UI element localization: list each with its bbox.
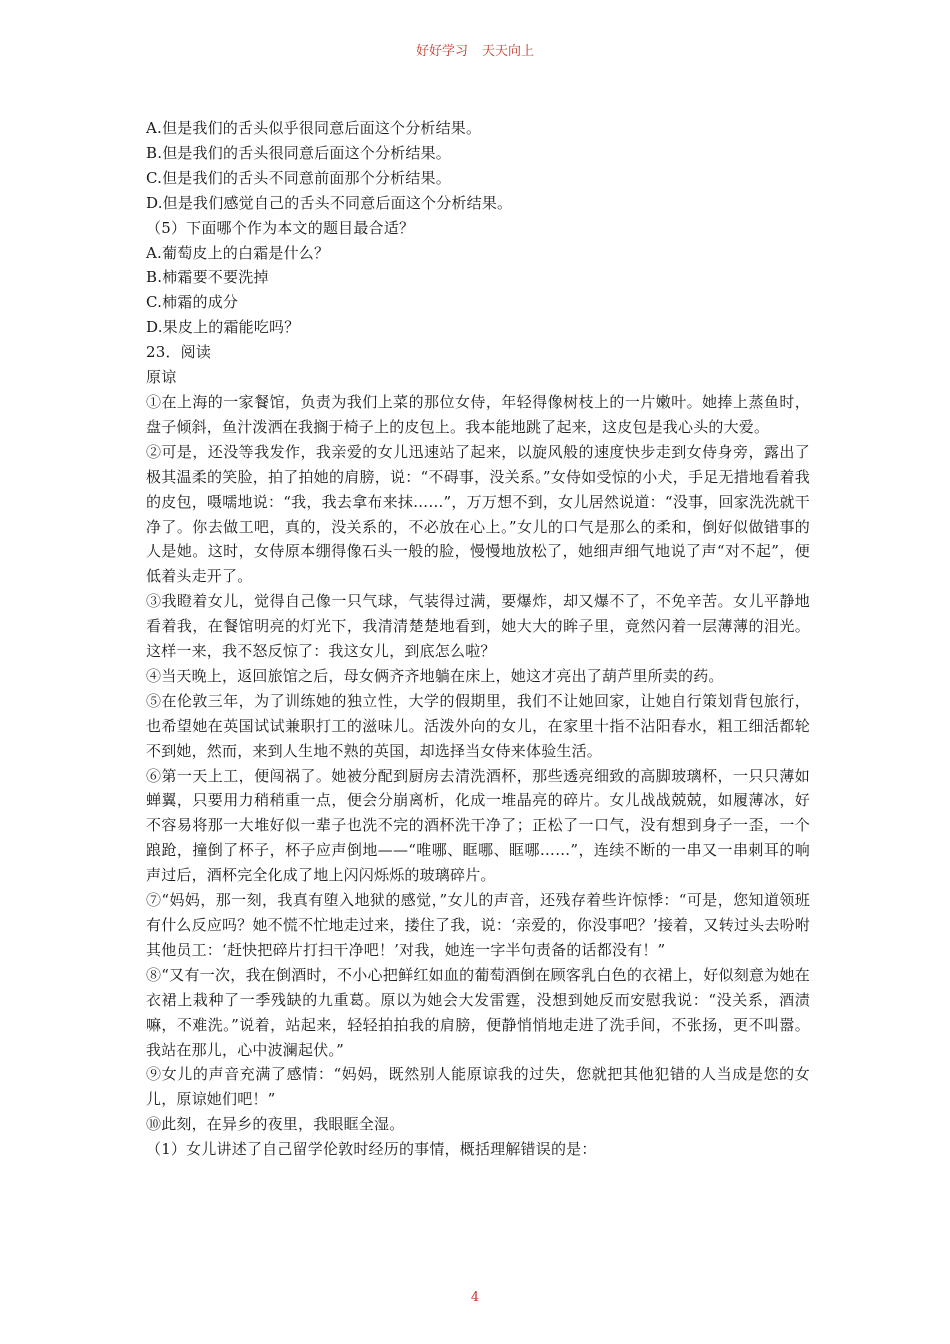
paragraph-1: ①在上海的一家餐馆，负责为我们上菜的那位女侍，年轻得像树枝上的一片嫩叶。她捧上蒸鱼时，盘子倾斜，鱼汁泼洒在我搁于椅子上的皮包上。我本能地跳了起来，这皮包是我心头的大爱。	[146, 392, 810, 436]
q5-option-b: B.柿霜要不要洗掉	[146, 268, 269, 287]
q5-option-a: A.葡萄皮上的白霜是什么？	[146, 243, 330, 262]
document-body	[146, 116, 810, 1162]
question-1: （1）女儿讲述了自己留学伦敦时经历的事情，概括理解错误的是：	[146, 1140, 597, 1159]
page-header	[0, 40, 950, 59]
paragraph-9: ⑨女儿的声音充满了感情：“妈妈，既然别人能原谅我的过失，您就把其他犯错的人当成是您的女儿，原谅她们吧！”	[146, 1065, 810, 1109]
section-23-heading: 23．阅读	[146, 343, 212, 362]
article-title: 原谅	[146, 368, 177, 387]
paragraph-3: ③我瞪着女儿，觉得自己像一只气球，气装得过满，要爆炸，却又爆不了，不免辛苦。女儿平静地看着我，在餐馆明亮的灯光下，我清清楚楚地看到，她大大的眸子里，竟然闪着一层薄薄的泪光。这样一来，我不怒反惊了：我这女儿，到底怎么啦？	[146, 592, 810, 661]
page-number: 4	[470, 1290, 480, 1305]
paragraph-6: ⑥第一天上工，便闯祸了。她被分配到厨房去清洗酒杯，那些透亮细致的高脚玻璃杯，一只只薄如蝉翼，只要用力稍稍重一点，便会分崩离析，化成一堆晶亮的碎片。女儿战战兢兢，如履薄冰，好不容易将那一大堆好似一辈子也洗不完的酒杯洗干净了；正松了一口气，没有想到身子一歪，一个踉跄，撞倒了杯子，杯子应声倒地——“唯哪、眶哪、眶哪……”，连续不断的一串又一串刺耳的响声过后，酒杯完全化成了地上闪闪烁烁的玻璃碎片。	[146, 766, 810, 885]
q5-option-d: D.果皮上的霜能吃吗？	[146, 318, 300, 337]
q5-option-c: C.柿霜的成分	[146, 293, 239, 312]
paragraph-7: ⑦“妈妈，那一刻，我真有堕入地狱的感觉，”女儿的声音，还残存着些许惊悸：“可是，您知道领班有什么反应吗？她不慌不忙地走过来，搂住了我，说：‘亲爱的，你没事吧？’接着，又转过头去吩咐其他员工：‘赶快把碎片打扫干净吧！’对我，她连一字半句责备的话都没有！”	[146, 891, 810, 959]
paragraph-5: ⑤在伦敦三年，为了训练她的独立性，大学的假期里，我们不让她回家，让她自行策划背包旅行，也希望她在英国试试兼职打工的滋味儿。活泼外向的女儿，在家里十指不沾阳春水，粗工细活都轮不到她，然而，来到人生地不熟的英国，却选择当女侍来体验生活。	[146, 691, 810, 760]
option-d-line: D.但是我们感觉自己的舌头不同意后面这个分析结果。	[146, 193, 513, 212]
option-c-line: C.但是我们的舌头不同意前面那个分析结果。	[146, 168, 451, 187]
option-b-line: B.但是我们的舌头很同意后面这个分析结果。	[146, 143, 451, 162]
question-5: （5）下面哪个作为本文的题目最合适？	[146, 218, 415, 237]
header-motto-right: 天天向上	[482, 44, 535, 59]
option-a-line: A.但是我们的舌头似乎很同意后面这个分析结果。	[146, 119, 482, 137]
paragraph-4: ④当天晚上，返回旅馆之后，母女俩齐齐地躺在床上，她这才亮出了葫芦里所卖的药。	[146, 666, 724, 685]
paragraph-8: ⑧“又有一次，我在倒酒时，不小心把鲜红如血的葡萄酒倒在顾客乳白色的衣裙上，好似刻意为她在衣裙上栽种了一季残缺的九重葛。原以为她会大发雷霆，没想到她反而安慰我说：“没关系，酒渍嘛，不难洗。”说着，站起来，轻轻拍拍我的肩膀，便静悄悄地走进了洗手间，不张扬，更不叫嚣。我站在那儿，心中波澜起伏。”	[146, 965, 810, 1059]
paragraph-2: ②可是，还没等我发作，我亲爱的女儿迅速站了起来，以旋风般的速度快步走到女侍身旁，露出了极其温柔的笑脸，拍了拍她的肩膀，说：“不碍事，没关系。”女侍如受惊的小犬，手足无措地看着我的皮包，嗫嚅地说：“我，我去拿布来抹……”，万万想不到，女儿居然说道：“没事，回家洗洗就干净了。你去做工吧，真的，没关系的，不必放在心上。”女儿的口气是那么的柔和，倒好似做错事的人是她。这时，女侍原本绷得像石头一般的脸，慢慢地放松了，她细声细气地说了声“对不起”，便低着头走开了。	[146, 442, 810, 586]
header-motto-left: 好好学习	[415, 44, 468, 59]
paragraph-10: ⑩此刻，在异乡的夜里，我眼眶全湿。	[146, 1115, 405, 1134]
